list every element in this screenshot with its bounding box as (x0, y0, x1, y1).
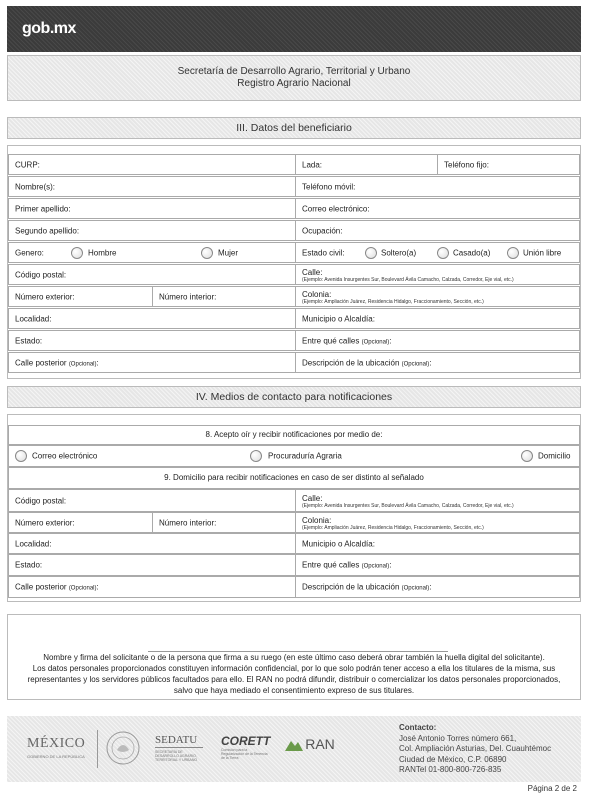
colon: : (96, 358, 99, 367)
sedatu-text: SEDATU (155, 734, 203, 748)
codigo-postal-label: Código postal: (15, 270, 67, 279)
entre-calles-notif-label (302, 561, 392, 570)
header-secretaria: Secretaría de Desarrollo Agrario, Territorial y Urbano (177, 66, 411, 77)
entre-calles-label (302, 336, 392, 345)
correo-radio[interactable] (15, 450, 27, 462)
genero-row (8, 242, 297, 263)
primer-apellido-label: Primer apellido: (15, 204, 71, 213)
localidad-notif-field[interactable] (8, 533, 297, 554)
calle-label: Calle: (302, 268, 323, 277)
colon: : (389, 336, 392, 345)
numero-interior-label: Número interior: (159, 292, 217, 301)
footer (7, 716, 581, 782)
section-3-frame (7, 145, 581, 379)
section-4-title: IV. Medios de contacto para notificaciones (7, 386, 581, 408)
colonia-field[interactable] (295, 286, 580, 307)
section-4-frame (7, 414, 581, 602)
calle-posterior-notif-field[interactable] (8, 576, 297, 598)
calle-posterior-field[interactable] (8, 352, 297, 373)
cp-notif-label: Código postal: (15, 496, 67, 505)
q8-options (8, 445, 580, 467)
entre-calles-notif-text: Entre qué calles (302, 560, 360, 570)
notice-text (18, 652, 570, 696)
descripcion-text: Descripción de la ubicación (302, 358, 400, 367)
mexico-logo (27, 736, 85, 759)
segundo-apellido-label: Segundo apellido: (15, 226, 80, 235)
municipio-label: Municipio o Alcaldía: (302, 314, 375, 323)
primer-apellido-field[interactable] (8, 198, 297, 219)
calle-notif-label: Calle: (302, 494, 323, 503)
descripcion-field[interactable] (295, 352, 580, 373)
hombre-radio[interactable] (71, 247, 83, 259)
telefono-fijo-label: Teléfono fijo: (444, 160, 489, 169)
estado-civil-row (295, 242, 580, 263)
domicilio-option-label: Domicilio (538, 451, 571, 461)
entre-calles-field[interactable] (295, 330, 580, 351)
soltero-label: Soltero(a) (381, 248, 417, 257)
ran-logo (285, 736, 335, 752)
municipio-field[interactable] (295, 308, 580, 329)
descripcion-label (302, 358, 432, 367)
colonia-ejemplo: (Ejemplo: Ampliación Juárez, Residencia Hidalgo, Fraccionamiento, Sección, etc.) (302, 299, 484, 305)
casado-label: Casado(a) (453, 248, 491, 257)
colon: : (429, 582, 432, 592)
contact-title: Contacto: (399, 723, 437, 732)
lada-field[interactable] (295, 154, 439, 175)
num-int-notif-label: Número interior: (159, 518, 217, 527)
num-ext-notif-field[interactable] (8, 512, 154, 533)
q8-header: 8. Acepto oír y recibir notificaciones por medio de: (8, 425, 580, 445)
numero-exterior-label: Número exterior: (15, 292, 75, 301)
estado-field[interactable] (8, 330, 297, 351)
contact-phone[interactable]: RANTel 01-800-800-726-835 (399, 765, 502, 774)
casado-radio[interactable] (437, 247, 449, 259)
hombre-label: Hombre (88, 248, 117, 257)
colon: : (429, 358, 432, 367)
colonia-notif-field[interactable] (295, 512, 580, 533)
calle-notif-field[interactable] (295, 489, 580, 512)
domicilio-radio[interactable] (521, 450, 533, 462)
estado-civil-label: Estado civil: (302, 248, 345, 257)
genero-label: Genero: (15, 248, 44, 257)
q9-header: 9. Domicilio para recibir notificaciones en caso de ser distinto al señalado (8, 467, 580, 489)
numero-exterior-field[interactable] (8, 286, 154, 307)
section-3-title: III. Datos del beneficiario (7, 117, 581, 139)
sedatu-subtext: SECRETARÍA DE DESARROLLO AGRARIO, TERRITORIAL Y URBANO (155, 750, 198, 762)
calle-ejemplo: (Ejemplo: Avenida Insurgentes Sur, Boulevard Ávila Camacho, Calzada, Corredor, Eje vial, etc.) (302, 277, 514, 283)
correo-label: Correo electrónico: (302, 204, 370, 213)
page-number: Página 2 de 2 (527, 784, 577, 793)
codigo-postal-field[interactable] (8, 264, 297, 285)
contact-block (399, 723, 551, 776)
nombre-label: Nombre(s): (15, 182, 56, 191)
estado-notif-field[interactable] (8, 554, 297, 576)
union-libre-radio[interactable] (507, 247, 519, 259)
segundo-apellido-field[interactable] (8, 220, 297, 241)
calle-posterior-label (15, 358, 99, 367)
entre-calles-notif-field[interactable] (295, 554, 580, 576)
national-seal-icon (105, 730, 141, 766)
colonia-label: Colonia: (302, 290, 332, 299)
correo-field[interactable] (295, 198, 580, 219)
union-libre-label: Unión libre (523, 248, 562, 257)
corett-logo (221, 734, 270, 760)
opcional-tag: (Opcional) (68, 361, 97, 367)
gobmx-logo[interactable]: gob.mx (22, 20, 76, 37)
lada-label: Lada: (302, 160, 323, 169)
calle-notif-ejemplo: (Ejemplo: Avenida Insurgentes Sur, Boulevard Ávila Camacho, Calzada, Corredor, Eje vial, etc.) (302, 503, 514, 509)
mujer-label: Mujer (218, 248, 239, 257)
colon: : (96, 582, 99, 592)
ocupacion-label: Ocupación: (302, 226, 343, 235)
opcional-tag: (Opcional) (401, 361, 430, 367)
signature-notice (7, 614, 581, 700)
procuraduria-option-label: Procuraduría Agraria (268, 451, 342, 461)
ran-mountain-icon (285, 737, 303, 751)
mujer-radio[interactable] (201, 247, 213, 259)
calle-posterior-text: Calle posterior (15, 358, 67, 367)
top-bar (7, 6, 581, 52)
municipio-notif-field[interactable] (295, 533, 580, 554)
opcional-tag: (Opcional) (401, 585, 430, 592)
opcional-tag: (Opcional) (68, 585, 97, 592)
estado-notif-label: Estado: (15, 560, 43, 570)
localidad-label: Localidad: (15, 314, 52, 323)
entre-calles-text: Entre qué calles (302, 336, 360, 345)
telefono-movil-field[interactable] (295, 176, 580, 197)
curp-field[interactable] (8, 154, 297, 175)
cp-notif-field[interactable] (8, 489, 297, 512)
opcional-tag: (Opcional) (361, 339, 390, 345)
localidad-notif-label: Localidad: (15, 539, 52, 548)
corett-subtext: Comisión para la Regularización de la Tenencia de la Tierra (221, 748, 268, 760)
telefono-fijo-field[interactable] (437, 154, 580, 175)
sedatu-logo (155, 734, 203, 762)
corett-text: CORETT (221, 734, 271, 748)
numero-interior-field[interactable] (152, 286, 297, 307)
colonia-notif-label: Colonia: (302, 516, 332, 525)
privacy-notice: Los datos personales proporcionados constituyen información confidencial, por lo que solo podrán tener acceso a ella los titulares de la misma, sus representantes y los servidores públicos facultados para ello. El RAN no podrá difundir, distribuir o comercializar los datos personales proporcionados, salvo que haya mediado el consentimiento expreso de sus titulares. (27, 664, 561, 695)
descripcion-notif-field[interactable] (295, 576, 580, 598)
soltero-radio[interactable] (365, 247, 377, 259)
calle-posterior-notif-label (15, 583, 99, 592)
ran-text: RAN (305, 736, 335, 752)
descripcion-notif-label (302, 583, 432, 592)
procuraduria-radio[interactable] (250, 450, 262, 462)
mexico-subtext: GOBIERNO DE LA REPÚBLICA (27, 754, 85, 759)
num-int-notif-field[interactable] (152, 512, 297, 533)
contact-address-1: José Antonio Torres número 661, (399, 733, 517, 743)
mexico-text: MÉXICO (27, 736, 86, 751)
municipio-notif-label: Municipio o Alcaldía: (302, 539, 375, 548)
telefono-movil-label: Teléfono móvil: (302, 182, 356, 191)
signature-caption: Nombre y firma del solicitante o de la persona que firma a su ruego (en este último caso deberá obrar también la huella digital del solicitante). (43, 653, 545, 662)
contact-address-2: Col. Ampliación Asturias, Del. Cuauhtémoc (399, 744, 552, 753)
correo-option-label: Correo electrónico (32, 451, 98, 461)
localidad-field[interactable] (8, 308, 297, 329)
estado-label: Estado: (15, 336, 43, 345)
num-ext-notif-label: Número exterior: (15, 518, 75, 527)
descripcion-notif-text: Descripción de la ubicación (302, 582, 400, 592)
header-registro: Registro Agrario Nacional (237, 78, 351, 89)
calle-field[interactable] (295, 264, 580, 285)
footer-divider (97, 730, 98, 768)
colon: : (389, 560, 392, 570)
opcional-tag: (Opcional) (361, 563, 390, 570)
calle-posterior-notif-text: Calle posterior (15, 582, 67, 592)
nombre-field[interactable] (8, 176, 297, 197)
curp-label: CURP: (15, 160, 40, 169)
contact-address-3: Ciudad de México, C.P. 06890 (399, 754, 507, 764)
colonia-notif-ejemplo: (Ejemplo: Ampliación Juárez, Residencia Hidalgo, Fraccionamiento, Sección, etc.) (302, 525, 484, 531)
document-header (7, 55, 581, 101)
ocupacion-field[interactable] (295, 220, 580, 241)
